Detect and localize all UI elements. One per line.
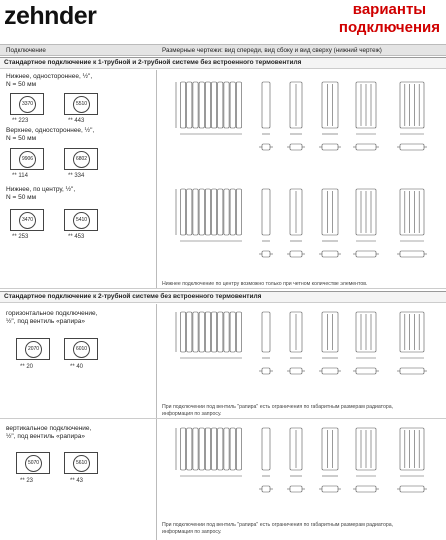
article-code: ** 443 — [68, 118, 85, 124]
connection-scheme-right: 5410 — [64, 209, 98, 231]
connection-scheme-left: 5070 — [16, 452, 50, 474]
variants-line-1: варианты — [352, 1, 427, 18]
variants-line-2: подключения — [338, 19, 440, 36]
s2-row-1-label: горизонтальное подключение, ½", под вентиль «рапира» — [6, 310, 98, 325]
header-drawings: Размерные чертежи: вид спереди, вид сбоку и вид сверху (нижний чертеж) — [162, 47, 382, 54]
article-code: ** 23 — [20, 478, 34, 484]
section-1-title: Стандартное подключение к 1-трубной и 2-трубной системе без встроенного термовентиля — [0, 57, 446, 69]
table-header — [0, 44, 446, 56]
connection-scheme-right: 5610 — [64, 452, 98, 474]
s2-row-2-label: вертикальное подключение, ½", под вентиль «рапира» — [6, 425, 92, 440]
connection-scheme-left: 9906 — [10, 148, 44, 170]
connection-scheme-right: 5510 — [64, 93, 98, 115]
article-code: ** 223 — [12, 118, 29, 124]
row-separator — [0, 418, 446, 419]
article-code: ** 20 — [20, 364, 34, 370]
brand-logo: zehnder — [4, 2, 97, 30]
s2-row-2-note: При подключении под вентиль "рапира" есть ограничения по габаритным размерам радиатора, информация по запросу. — [162, 522, 394, 535]
column-divider-2 — [156, 304, 157, 540]
connection-scheme-right: 6010 — [64, 338, 98, 360]
article-code: ** 40 — [70, 364, 84, 370]
article-code: ** 43 — [70, 478, 84, 484]
section-1-note: Нижнее подключение по центру возможно только при четном количестве элементов. — [162, 281, 368, 287]
connection-scheme-left: 3370 — [10, 93, 44, 115]
row-2-label: Верхнее, одностороннее, ½", N = 50 мм — [6, 127, 95, 142]
variants-title — [339, 1, 440, 37]
article-code: ** 114 — [12, 173, 28, 179]
connection-scheme-right: 6802 — [64, 148, 98, 170]
article-code: ** 253 — [12, 234, 29, 240]
article-code: ** 334 — [68, 173, 85, 179]
row-3-label: Нижнее, по центру, ½", N = 50 мм — [6, 186, 76, 201]
header-connection: Подключение — [6, 47, 46, 54]
connection-scheme-left: 2070 — [16, 338, 50, 360]
s2-row-1-note: При подключении под вентиль "рапира" есть ограничения по габаритным размерам радиатора, информация по запросу. — [162, 404, 394, 417]
column-divider-1 — [156, 70, 157, 288]
section-separator — [0, 288, 446, 289]
section-2-title: Стандартное подключение к 2-трубной системе без встроенного термовентиля — [0, 291, 446, 303]
row-1-label: Нижнее, одностороннее, ½", N = 50 мм — [6, 73, 93, 88]
article-code: ** 453 — [68, 234, 85, 240]
connection-scheme-left: 3470 — [10, 209, 44, 231]
